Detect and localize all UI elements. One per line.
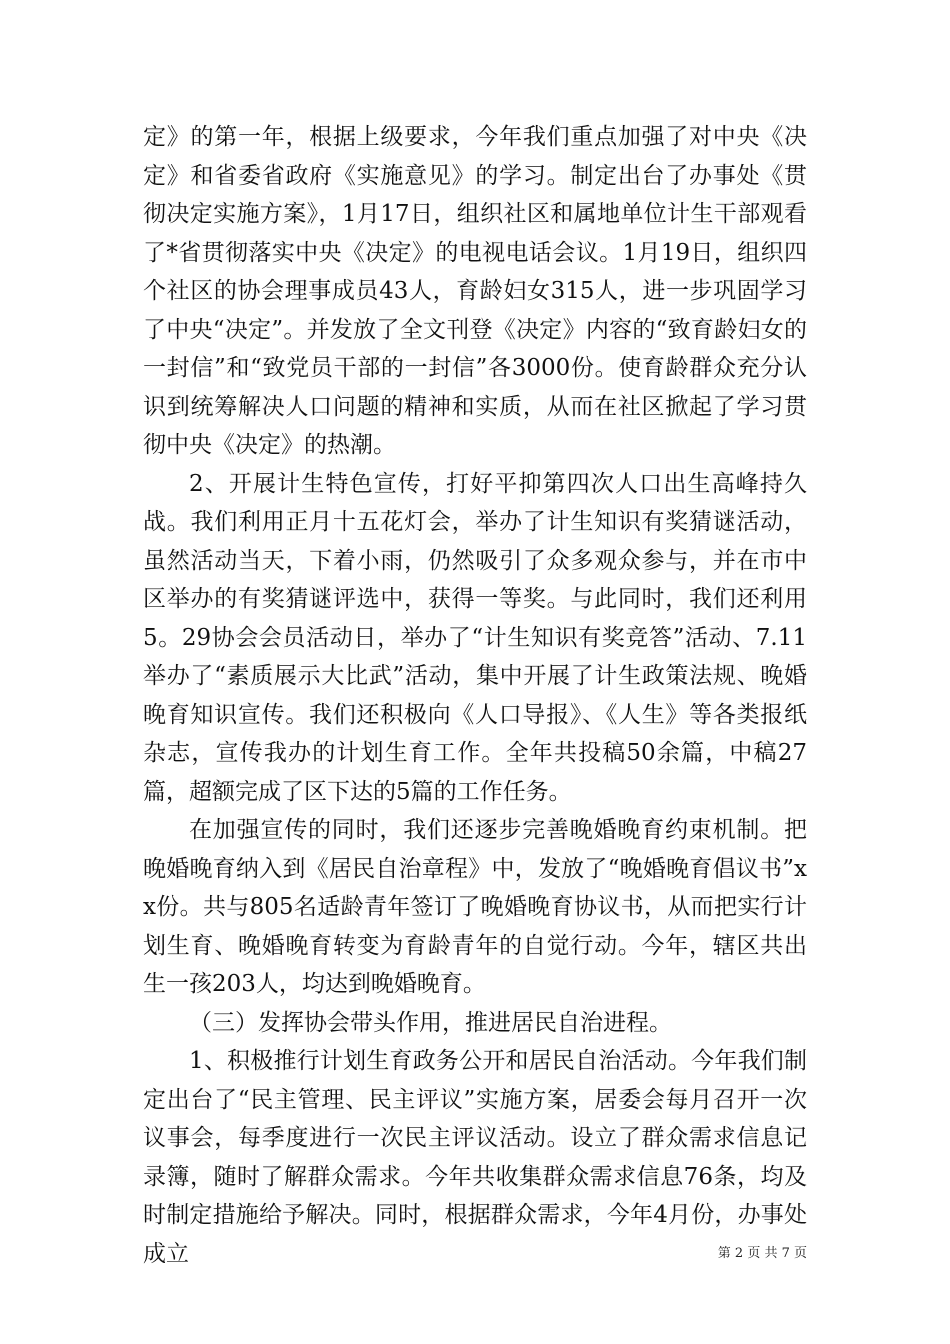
paragraph-4: 1、积极推行计划生育政务公开和居民自治活动。今年我们制定出台了“民主管理、民主评议”实施方案，居委会每月召开一次议事会，每季度进行一次民主评议活动。设立了群众需求信息记录簿，随时了解群众需求。今年共收集群众需求信息76条，均及时制定措施给予解决。同时，根据群众需求，今年4月份，办事处成立 xyxy=(143,1048,807,1267)
document-body xyxy=(143,118,807,1273)
section-heading: （三）发挥协会带头作用，推进居民自治进程。 xyxy=(189,1009,672,1036)
page-number-footer: 第 2 页 共 7 页 xyxy=(717,1246,807,1261)
paragraph-2: 2、开展计生特色宣传，打好平抑第四次人口出生高峰持久战。我们利用正月十五花灯会，举办了计生知识有奖猜谜活动，虽然活动当天，下着小雨，仍然吸引了众多观众参与，并在市中区举办的有奖猜谜评选中，获得一等奖。与此同时，我们还利用5。29协会会员活动日，举办了“计生知识有奖竞答”活动、7.11举办了“素质展示大比武”活动，集中开展了计生政策法规、晚婚晚育知识宣传。我们还积极向《人口导报》、《人生》等各类报纸杂志，宣传我办的计划生育工作。全年共投稿50余篇，中稿27篇，超额完成了区下达的5篇的工作任务。 xyxy=(143,470,807,805)
paragraph-1: 定》的第一年，根据上级要求，今年我们重点加强了对中央《决定》和省委省政府《实施意见》的学习。制定出台了办事处《贯彻决定实施方案》，1月17日，组织社区和属地单位计生干部观看了*省贯彻落实中央《决定》的电视电话会议。1月19日，组织四个社区的协会理事成员43人，育龄妇女315人，进一步巩固学习了中央“决定”。并发放了全文刊登《决定》内容的“致育龄妇女的一封信”和“致党员干部的一封信”各3000份。使育龄群众充分认识到统筹解决人口问题的精神和实质，从而在社区掀起了学习贯彻中央《决定》的热潮。 xyxy=(143,124,807,458)
paragraph-3: 在加强宣传的同时，我们还逐步完善晚婚晚育约束机制。把晚婚晚育纳入到《居民自治章程》中，发放了“晚婚晚育倡议书”xx份。共与805名适龄青年签订了晚婚晚育协议书，从而把实行计划生育、晚婚晚育转变为育龄青年的自觉行动。今年，辖区共出生一孩203人，均达到晚婚晚育。 xyxy=(143,817,807,997)
